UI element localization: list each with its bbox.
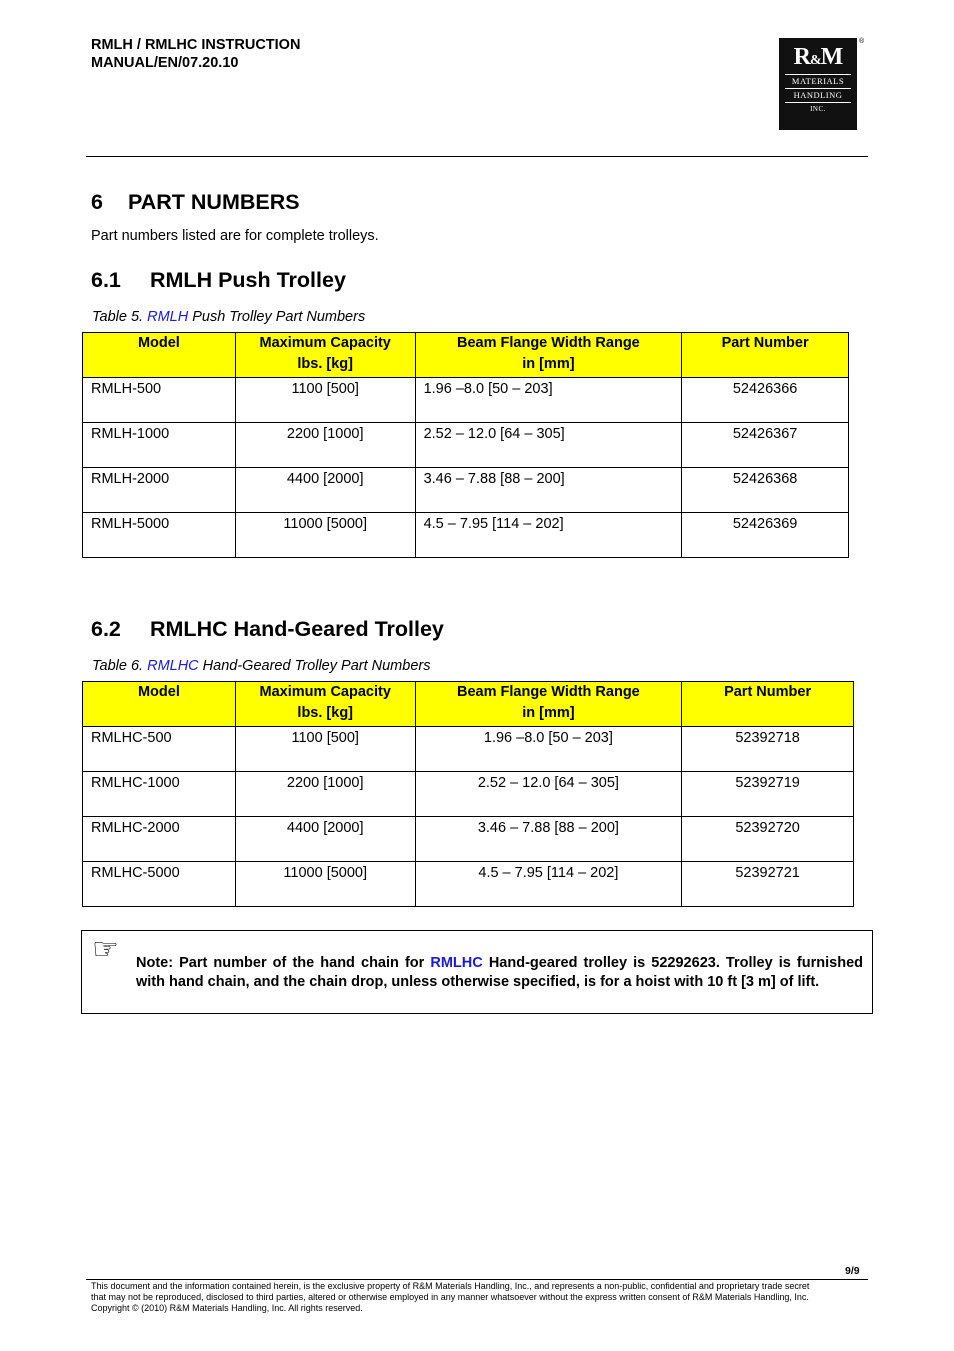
cell-model: RMLH-500 bbox=[83, 378, 236, 423]
subsection-number: 6.2 bbox=[91, 617, 121, 641]
cell-model: RMLHC-2000 bbox=[83, 817, 236, 862]
logo-line-materials: MATERIALS bbox=[785, 74, 851, 88]
note-link-rmlhc[interactable]: RMLHC bbox=[430, 955, 483, 971]
cell-model: RMLHC-1000 bbox=[83, 772, 236, 817]
header-divider bbox=[86, 156, 868, 157]
cell-part-number: 52392721 bbox=[682, 862, 854, 907]
logo-line-inc: INC. bbox=[785, 102, 851, 116]
caption-link-rmlh[interactable]: RMLH bbox=[147, 309, 189, 325]
cell-capacity: 11000 [5000] bbox=[235, 513, 415, 558]
cell-part-number: 52392718 bbox=[682, 727, 854, 772]
cell-model: RMLHC-5000 bbox=[83, 862, 236, 907]
cell-range: 3.46 – 7.88 [88 – 200] bbox=[415, 468, 682, 513]
caption-link-rmlhc[interactable]: RMLHC bbox=[147, 658, 199, 674]
cell-part-number: 52426367 bbox=[682, 423, 849, 468]
table-caption-rmlhc: Table 6. RMLHC Hand-Geared Trolley Part Numbers bbox=[92, 658, 431, 674]
header-line-1: RMLH / RMLHC INSTRUCTION bbox=[91, 37, 301, 53]
cell-capacity: 1100 [500] bbox=[235, 378, 415, 423]
cell-capacity: 1100 [500] bbox=[235, 727, 415, 772]
subsection-number: 6.1 bbox=[91, 268, 121, 292]
cell-capacity: 2200 [1000] bbox=[235, 423, 415, 468]
subsection-title: RMLHC Hand-Geared Trolley bbox=[150, 617, 444, 641]
section-title: PART NUMBERS bbox=[128, 190, 300, 214]
table-row bbox=[83, 727, 854, 772]
page-number: 9/9 bbox=[845, 1265, 860, 1277]
col-header-part-number: Part Number bbox=[682, 333, 849, 378]
cell-range: 3.46 – 7.88 [88 – 200] bbox=[415, 817, 682, 862]
col-header-capacity: Maximum Capacity lbs. [kg] bbox=[235, 333, 415, 378]
cell-part-number: 52426366 bbox=[682, 378, 849, 423]
rmlh-part-table bbox=[82, 332, 849, 558]
table-row bbox=[83, 513, 849, 558]
note-box bbox=[81, 930, 873, 1014]
table-header-row bbox=[83, 333, 849, 378]
cell-capacity: 11000 [5000] bbox=[235, 862, 415, 907]
company-logo bbox=[779, 38, 857, 130]
registered-mark: ® bbox=[859, 38, 865, 45]
cell-capacity: 4400 [2000] bbox=[235, 468, 415, 513]
subsection-heading-rmlh bbox=[91, 268, 346, 293]
table-caption-rmlh: Table 5. RMLH Push Trolley Part Numbers bbox=[92, 309, 366, 325]
subsection-heading-rmlhc bbox=[91, 617, 444, 642]
table-row bbox=[83, 772, 854, 817]
table-row bbox=[83, 817, 854, 862]
cell-range: 1.96 –8.0 [50 – 203] bbox=[415, 378, 682, 423]
footer-legal bbox=[91, 1281, 866, 1314]
document-header bbox=[91, 36, 300, 72]
cell-part-number: 52392719 bbox=[682, 772, 854, 817]
section-number: 6 bbox=[91, 190, 103, 214]
col-header-model: Model bbox=[83, 333, 236, 378]
table-header-row bbox=[83, 682, 854, 727]
section-intro: Part numbers listed are for complete trolleys. bbox=[91, 228, 379, 244]
col-header-beam-range: Beam Flange Width Range in [mm] bbox=[415, 333, 682, 378]
cell-part-number: 52392720 bbox=[682, 817, 854, 862]
note-text: Note: Part number of the hand chain for RMLHC Hand-geared trolley is 52292623. Trolley is furnished with hand chain, and the chain drop, unless otherwise specified, is for a hoist with 10 ft [3 m] of lift. bbox=[136, 955, 863, 990]
cell-model: RMLHC-500 bbox=[83, 727, 236, 772]
table-row bbox=[83, 423, 849, 468]
rmlhc-part-table bbox=[82, 681, 854, 907]
col-header-part-number: Part Number bbox=[682, 682, 854, 727]
col-header-beam-range: Beam Flange Width Range in [mm] bbox=[415, 682, 682, 727]
cell-range: 4.5 – 7.95 [114 – 202] bbox=[415, 862, 682, 907]
col-header-model: Model bbox=[83, 682, 236, 727]
cell-part-number: 52426368 bbox=[682, 468, 849, 513]
cell-part-number: 52426369 bbox=[682, 513, 849, 558]
footer-divider bbox=[86, 1279, 868, 1280]
table-row bbox=[83, 378, 849, 423]
pointing-hand-icon: ☞ bbox=[92, 933, 119, 966]
cell-model: RMLH-2000 bbox=[83, 468, 236, 513]
footer-legal-line: This document and the information contained herein, is the exclusive property of R&M Materials Handling, Inc., and represents a non-public, confidential and proprietary trade secret bbox=[91, 1281, 810, 1291]
subsection-title: RMLH Push Trolley bbox=[150, 268, 346, 292]
footer-copyright: Copyright © (2010) R&M Materials Handling, Inc. All rights reserved. bbox=[91, 1303, 363, 1313]
table-row bbox=[83, 468, 849, 513]
logo-monogram: R&M bbox=[793, 44, 843, 70]
cell-range: 2.52 – 12.0 [64 – 305] bbox=[415, 772, 682, 817]
col-header-capacity: Maximum Capacity lbs. [kg] bbox=[235, 682, 415, 727]
table-row bbox=[83, 862, 854, 907]
cell-model: RMLH-1000 bbox=[83, 423, 236, 468]
cell-range: 2.52 – 12.0 [64 – 305] bbox=[415, 423, 682, 468]
cell-range: 1.96 –8.0 [50 – 203] bbox=[415, 727, 682, 772]
header-line-2: MANUAL/EN/07.20.10 bbox=[91, 55, 239, 71]
footer-legal-line: that may not be reproduced, disclosed to third parties, altered or otherwise employed in any manner whatsoever without the express written consent of R&M Materials Handling, Inc. bbox=[91, 1292, 809, 1302]
cell-range: 4.5 – 7.95 [114 – 202] bbox=[415, 513, 682, 558]
cell-capacity: 2200 [1000] bbox=[235, 772, 415, 817]
cell-capacity: 4400 [2000] bbox=[235, 817, 415, 862]
section-heading bbox=[91, 190, 300, 215]
logo-line-handling: HANDLING bbox=[785, 88, 851, 102]
cell-model: RMLH-5000 bbox=[83, 513, 236, 558]
